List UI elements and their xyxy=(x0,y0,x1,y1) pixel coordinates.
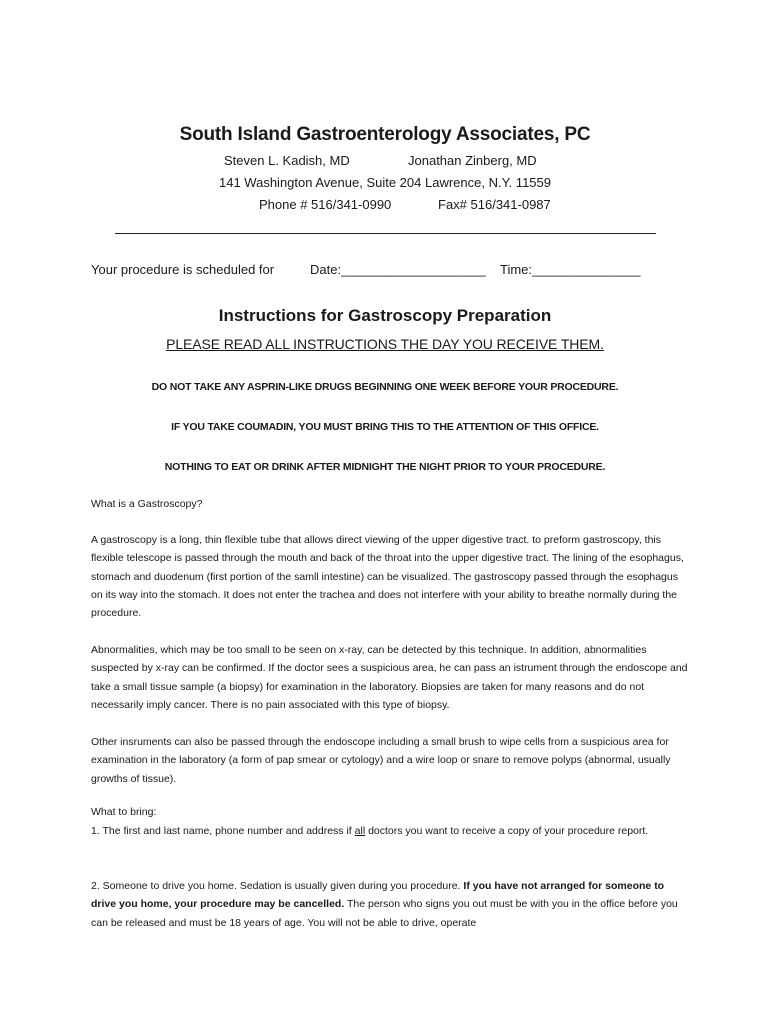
paragraph-instruments: Other insruments can also be passed through the endoscope including a small brush to wipe cells from a suspicious area for examination in the laboratory (a form of pap smear or cytology) and a wire loop or snare to remove polyps (abnormal, usually growths of tissue). xyxy=(91,736,671,785)
bring-item-1 xyxy=(91,822,691,840)
time-field: Time:_______________ xyxy=(500,262,641,277)
paragraph-description: A gastroscopy is a long, thin flexible tube that allows direct viewing of the upper digestive tract. to preform gastroscopy, this flexible telescope is passed through the mouth and back of the throat into the upper digestive tract. The lining of the esophagus, stomach and duodenum (first portion of the samll intestine) can be visualized. The gastroscopy passed through the esophagus on its way into the stomach. It does not enter the trachea and does not interfere with your ability to breathe normally during the procedure. xyxy=(91,534,684,620)
header-divider xyxy=(115,233,656,234)
letterhead xyxy=(0,124,770,146)
warning-aspirin: DO NOT TAKE ANY ASPRIN-LIKE DRUGS BEGINNING ONE WEEK BEFORE YOUR PROCEDURE. xyxy=(151,381,619,393)
bring-item-2-text: 2. Someone to drive you home. Sedation is usually given during you procedure. xyxy=(91,880,464,892)
warning-fasting: NOTHING TO EAT OR DRINK AFTER MIDNIGHT THE NIGHT PRIOR TO YOUR PROCEDURE. xyxy=(164,461,606,473)
schedule-label: Your procedure is scheduled for xyxy=(91,262,275,277)
bring-item-2 xyxy=(91,877,691,932)
bring-item-1-emphasis: all xyxy=(354,825,366,837)
organization-name: South Island Gastroenterology Associates, PC xyxy=(179,124,591,145)
doctor-name: Jonathan Zinberg, MD xyxy=(408,153,537,168)
bring-item-2-text-end: The person who signs you out must be with you in the office before you can be released and must be 18 years of age. You will not be able to drive, operate xyxy=(91,898,678,929)
office-address: 141 Washington Avenue, Suite 204 Lawrence, N.Y. 11559 xyxy=(219,175,551,190)
what-to-bring-heading: What to bring: xyxy=(91,806,157,818)
what-is-heading: What is a Gastroscopy? xyxy=(91,498,203,510)
phone-number: Phone # 516/341-0990 xyxy=(259,197,392,212)
fax-number: Fax# 516/341-0987 xyxy=(438,197,551,212)
bring-item-1-text-end: doctors you want to receive a copy of your procedure report. xyxy=(365,825,649,837)
instructions-title: Instructions for Gastroscopy Preparation xyxy=(218,306,552,325)
doctor-name: Steven L. Kadish, MD xyxy=(224,153,350,168)
date-field: Date:____________________ xyxy=(310,262,486,277)
paragraph-abnormalities: Abnormalities, which may be too small to be seen on x-ray, can be detected by this technique. In addition, abnormalities suspected by x-ray can be confirmed. If the doctor sees a suspicious area, he can pass an istrument through the endoscope and take a small tissue sample (a biopsy) for examination in the laboratory. Biopsies are taken for many reasons and do not necessarily imply cancer. There is no pain associated with this type of biopsy. xyxy=(91,644,688,711)
instructions-subtitle: PLEASE READ ALL INSTRUCTIONS THE DAY YOU RECEIVE THEM. xyxy=(166,336,604,352)
bring-item-2-warning: If you have not arranged for someone to drive you home, your procedure may be cancelled. xyxy=(91,880,665,911)
bring-item-1-text: 1. The first and last name, phone number and address if xyxy=(91,825,355,837)
warning-coumadin: IF YOU TAKE COUMADIN, YOU MUST BRING THIS TO THE ATTENTION OF THIS OFFICE. xyxy=(171,421,599,433)
